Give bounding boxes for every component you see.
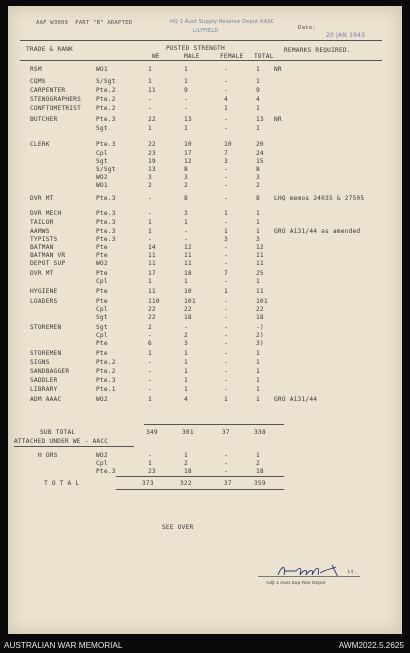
- total-cell: 8: [256, 195, 260, 202]
- we-cell: 22: [148, 141, 156, 148]
- total-female: 37: [224, 480, 232, 487]
- col-trade-rank: TRADE & RANK: [26, 46, 74, 53]
- total-cell: 3: [256, 236, 260, 243]
- attached-we-cell: -: [148, 452, 152, 459]
- female-cell: 3: [224, 236, 228, 243]
- signature-title: Adjt 1 Aust Sup Res Depot: [266, 580, 326, 585]
- total-cell: 4: [256, 96, 260, 103]
- male-cell: 4: [184, 396, 188, 403]
- female-cell: 3: [224, 158, 228, 165]
- col-remarks: REMARKS REQUIRED.: [284, 47, 351, 54]
- we-cell: -: [148, 195, 152, 202]
- female-cell: 4: [224, 96, 228, 103]
- total-cell: 1: [256, 125, 260, 132]
- attached-rule: [14, 446, 134, 447]
- male-cell: 1: [184, 377, 188, 384]
- subtotal-label: SUB TOTAL: [40, 429, 76, 436]
- we-cell: -: [148, 386, 152, 393]
- total-cell: 9: [256, 87, 260, 94]
- rank-cell: WO2: [96, 396, 108, 403]
- rank-cell: S/Sgt: [96, 166, 116, 173]
- attached-rank-cell: Cpl: [96, 460, 108, 467]
- rank-cell: Pte: [96, 270, 108, 277]
- trade-cell: CONFTOMETRIST: [30, 105, 82, 112]
- total-cell: 1: [256, 228, 260, 235]
- total-cell: 1: [256, 78, 260, 85]
- col-posted-strength: POSTED STRENGTH: [166, 45, 225, 52]
- rank-cell: WO1: [96, 182, 108, 189]
- trade-cell: ADM AAAC: [30, 396, 62, 403]
- rank-cell: Pte.3: [96, 141, 116, 148]
- female-cell: -: [224, 78, 228, 85]
- rank-cell: Pte.3: [96, 195, 116, 202]
- attached-we-cell: 23: [148, 468, 156, 475]
- subtotal-rule: [144, 424, 284, 425]
- we-cell: 22: [148, 314, 156, 321]
- male-cell: -: [184, 228, 188, 235]
- total-cell: 1: [256, 386, 260, 393]
- unit-location: LILYFIELD: [193, 28, 219, 34]
- total-cell: 20: [256, 141, 264, 148]
- total-total: 359: [254, 480, 266, 487]
- total-cell: 1: [256, 105, 260, 112]
- we-cell: -: [148, 332, 152, 339]
- male-cell: 1: [184, 359, 188, 366]
- rank-cell: Pte.3: [96, 377, 116, 384]
- rank-cell: Pte.2: [96, 359, 116, 366]
- attached-female-cell: -: [224, 460, 228, 467]
- male-cell: 11: [184, 252, 192, 259]
- male-cell: 1: [184, 386, 188, 393]
- male-cell: 3: [184, 210, 188, 217]
- trade-cell: STOREMEN: [30, 350, 62, 357]
- total-cell: 1: [256, 377, 260, 384]
- we-cell: 11: [148, 87, 156, 94]
- we-cell: 22: [148, 116, 156, 123]
- date-stamp: 20 JAN 1943: [326, 32, 366, 39]
- subtotal-female: 37: [222, 429, 230, 436]
- attached-male-cell: 1: [184, 452, 188, 459]
- trade-cell: SADDLER: [30, 377, 58, 384]
- female-cell: 1: [224, 288, 228, 295]
- remarks-cell: LHQ memos 24035 & 27505: [274, 195, 365, 202]
- footer-institution: AUSTRALIAN WAR MEMORIAL: [4, 641, 123, 650]
- unit-stamp: HQ 1 Aust Supply Reserve Depot AASC: [170, 19, 275, 25]
- total-cell: 1: [256, 210, 260, 217]
- male-cell: 9: [184, 87, 188, 94]
- total-cell: 1: [256, 396, 260, 403]
- total-cell: 2): [256, 332, 264, 339]
- rank-cell: Cpl: [96, 278, 108, 285]
- total-rule-bottom: [116, 489, 284, 490]
- we-cell: 13: [148, 166, 156, 173]
- remarks-cell: GRO A131/44: [274, 396, 318, 403]
- male-cell: 18: [184, 270, 192, 277]
- female-cell: 1: [224, 210, 228, 217]
- female-cell: -: [224, 278, 228, 285]
- rank-cell: Pte.3: [96, 210, 116, 217]
- we-cell: 11: [148, 288, 156, 295]
- total-cell: 1: [256, 350, 260, 357]
- we-cell: 19: [148, 158, 156, 165]
- rank-cell: Cpl: [96, 150, 108, 157]
- trade-cell: CQMS: [30, 78, 46, 85]
- total-label: T O T A L: [44, 480, 80, 487]
- we-cell: 1: [148, 396, 152, 403]
- rank-cell: Pte.3: [96, 236, 116, 243]
- rank-cell: Pte.2: [96, 105, 116, 112]
- rank-cell: Pte: [96, 350, 108, 357]
- we-cell: -: [148, 368, 152, 375]
- female-cell: 7: [224, 270, 228, 277]
- signature-suffix: Lt.: [348, 570, 357, 575]
- attached-male-cell: 2: [184, 460, 188, 467]
- rank-cell: WO1: [96, 66, 108, 73]
- female-cell: -: [224, 340, 228, 347]
- female-cell: -: [224, 306, 228, 313]
- trade-cell: LIBRARY: [30, 386, 58, 393]
- attached-total-cell: 2: [256, 460, 260, 467]
- trade-cell: DEPOT SUP: [30, 260, 66, 267]
- total-cell: -): [256, 324, 264, 331]
- attached-total-cell: 18: [256, 468, 264, 475]
- we-cell: 1: [148, 125, 152, 132]
- we-cell: 2: [148, 182, 152, 189]
- rank-cell: WO2: [96, 174, 108, 181]
- rank-cell: Pte.2: [96, 87, 116, 94]
- total-cell: 1: [256, 278, 260, 285]
- female-cell: -: [224, 260, 228, 267]
- we-cell: 22: [148, 306, 156, 313]
- rank-cell: Pte: [96, 288, 108, 295]
- female-cell: -: [224, 298, 228, 305]
- total-cell: 13: [256, 116, 264, 123]
- col-we: WE: [152, 53, 160, 60]
- we-cell: 1: [148, 350, 152, 357]
- header-rule: [20, 40, 382, 41]
- form-reference: AAF W3009 PART "B" ADAPTED: [36, 20, 133, 26]
- male-cell: 8: [184, 195, 188, 202]
- female-cell: 1: [224, 228, 228, 235]
- we-cell: 1: [148, 278, 152, 285]
- trade-cell: BATMAN VR: [30, 252, 66, 259]
- male-cell: 1: [184, 125, 188, 132]
- female-cell: -: [224, 359, 228, 366]
- rank-cell: Sgt: [96, 314, 108, 321]
- we-cell: 14: [148, 244, 156, 251]
- rank-cell: Pte: [96, 340, 108, 347]
- date-label: Date:: [298, 25, 316, 31]
- attached-female-cell: -: [224, 452, 228, 459]
- total-cell: 15: [256, 158, 264, 165]
- we-cell: 1: [148, 228, 152, 235]
- trade-cell: STENOGRAPHERS: [30, 96, 82, 103]
- total-cell: 25: [256, 270, 264, 277]
- female-cell: -: [224, 377, 228, 384]
- trade-cell: DVR MT: [30, 270, 54, 277]
- rank-cell: Sgt: [96, 125, 108, 132]
- total-cell: 1: [256, 368, 260, 375]
- trade-cell: DVR MECH: [30, 210, 62, 217]
- trade-cell: CLERK: [30, 141, 50, 148]
- we-cell: -: [148, 359, 152, 366]
- signature-line: [258, 576, 360, 577]
- female-cell: -: [224, 116, 228, 123]
- total-cell: 11: [256, 288, 264, 295]
- col-total: TOTAL: [254, 53, 274, 60]
- subtotal-total: 338: [254, 429, 266, 436]
- trade-cell: SIGNS: [30, 359, 50, 366]
- rank-cell: Cpl: [96, 332, 108, 339]
- female-cell: -: [224, 66, 228, 73]
- rank-cell: Cpl: [96, 306, 108, 313]
- total-cell: 8: [256, 166, 260, 173]
- we-cell: 3: [148, 174, 152, 181]
- remarks-cell: NR: [274, 66, 282, 73]
- female-cell: -: [224, 125, 228, 132]
- total-cell: 11: [256, 252, 264, 259]
- male-cell: 2: [184, 182, 188, 189]
- trade-cell: DVR MT: [30, 195, 54, 202]
- we-cell: -: [148, 105, 152, 112]
- trade-cell: BATMAN: [30, 244, 54, 251]
- male-cell: 13: [184, 116, 192, 123]
- male-cell: 101: [184, 298, 196, 305]
- we-cell: -: [148, 377, 152, 384]
- rank-cell: Sgt: [96, 158, 108, 165]
- total-cell: 24: [256, 150, 264, 157]
- female-cell: -: [224, 332, 228, 339]
- rank-cell: Pte.2: [96, 368, 116, 375]
- female-cell: 7: [224, 150, 228, 157]
- male-cell: 2: [184, 332, 188, 339]
- subtotal-male: 301: [182, 429, 194, 436]
- trade-cell: CARPENTER: [30, 87, 66, 94]
- attached-male-cell: 18: [184, 468, 192, 475]
- document-page: [8, 6, 402, 634]
- attached-total-cell: 1: [256, 452, 260, 459]
- subtotal-we: 349: [146, 429, 158, 436]
- trade-cell: BUTCHER: [30, 116, 58, 123]
- rank-cell: Sgt: [96, 324, 108, 331]
- attached-female-cell: -: [224, 468, 228, 475]
- male-cell: 8: [184, 166, 188, 173]
- total-cell: 1: [256, 66, 260, 73]
- female-cell: -: [224, 182, 228, 189]
- attached-rank-cell: Pte.3: [96, 468, 116, 475]
- rank-cell: Pte: [96, 244, 108, 251]
- col-male: MALE: [184, 53, 200, 60]
- total-cell: 22: [256, 306, 264, 313]
- total-cell: 3: [256, 174, 260, 181]
- rank-cell: Pte.2: [96, 96, 116, 103]
- male-cell: 1: [184, 350, 188, 357]
- trade-cell: STOREMEN: [30, 324, 62, 331]
- rank-cell: Pte: [96, 252, 108, 259]
- we-cell: 2: [148, 324, 152, 331]
- male-cell: 12: [184, 158, 192, 165]
- rank-cell: S/Sgt: [96, 78, 116, 85]
- female-cell: 1: [224, 396, 228, 403]
- male-cell: 3: [184, 340, 188, 347]
- we-cell: 17: [148, 270, 156, 277]
- rank-cell: Pte: [96, 298, 108, 305]
- see-over-note: SEE OVER: [162, 524, 194, 531]
- total-male: 322: [180, 480, 192, 487]
- archive-footer: [0, 638, 410, 653]
- trade-cell: AAMWS: [30, 228, 50, 235]
- trade-cell: HYGIENE: [30, 288, 58, 295]
- male-cell: 22: [184, 306, 192, 313]
- male-cell: -: [184, 324, 188, 331]
- male-cell: 18: [184, 314, 192, 321]
- trade-cell: RSM: [30, 66, 42, 73]
- male-cell: 1: [184, 368, 188, 375]
- male-cell: 17: [184, 150, 192, 157]
- rank-cell: Pte.3: [96, 228, 116, 235]
- attached-trade-cell: H ORS: [38, 452, 58, 459]
- we-cell: -: [148, 96, 152, 103]
- total-cell: 12: [256, 244, 264, 251]
- total-rule-top: [116, 476, 284, 477]
- total-cell: 101: [256, 298, 268, 305]
- total-cell: 1: [256, 219, 260, 226]
- female-cell: -: [224, 314, 228, 321]
- female-cell: -: [224, 166, 228, 173]
- female-cell: -: [224, 219, 228, 226]
- male-cell: 1: [184, 78, 188, 85]
- trade-cell: SANDBAGGER: [30, 368, 70, 375]
- female-cell: 10: [224, 141, 232, 148]
- male-cell: -: [184, 105, 188, 112]
- attached-title: ATTACHED UNDER WE - AACC: [14, 438, 109, 445]
- female-cell: -: [224, 244, 228, 251]
- we-cell: 110: [148, 298, 160, 305]
- male-cell: 10: [184, 141, 192, 148]
- we-cell: 1: [148, 66, 152, 73]
- male-cell: -: [184, 236, 188, 243]
- we-cell: 11: [148, 260, 156, 267]
- rank-cell: Pte.3: [96, 219, 116, 226]
- male-cell: 1: [184, 219, 188, 226]
- female-cell: -: [224, 87, 228, 94]
- we-cell: 6: [148, 340, 152, 347]
- footer-accession: AWM2022.5.2625: [338, 641, 404, 650]
- remarks-cell: NR: [274, 116, 282, 123]
- we-cell: 1: [148, 219, 152, 226]
- female-cell: -: [224, 174, 228, 181]
- remarks-cell: GRO A131/44 as amended: [274, 228, 361, 235]
- trade-cell: TAILOR: [30, 219, 54, 226]
- female-cell: -: [224, 195, 228, 202]
- we-cell: -: [148, 236, 152, 243]
- column-rule: [20, 60, 382, 61]
- female-cell: 1: [224, 105, 228, 112]
- female-cell: -: [224, 350, 228, 357]
- male-cell: -: [184, 96, 188, 103]
- total-we: 373: [142, 480, 154, 487]
- we-cell: 11: [148, 252, 156, 259]
- rank-cell: Pte.3: [96, 116, 116, 123]
- male-cell: 1: [184, 66, 188, 73]
- we-cell: 1: [148, 78, 152, 85]
- total-cell: 2: [256, 182, 260, 189]
- col-female: FEMALE: [220, 53, 244, 60]
- trade-cell: TYPISTS: [30, 236, 58, 243]
- female-cell: -: [224, 386, 228, 393]
- total-cell: 1: [256, 359, 260, 366]
- attached-rank-cell: WO2: [96, 452, 108, 459]
- male-cell: 3: [184, 174, 188, 181]
- male-cell: 10: [184, 288, 192, 295]
- rank-cell: Pte.1: [96, 386, 116, 393]
- male-cell: 12: [184, 244, 192, 251]
- trade-cell: LOADERS: [30, 298, 58, 305]
- male-cell: 1: [184, 278, 188, 285]
- we-cell: -: [148, 210, 152, 217]
- total-cell: 18: [256, 314, 264, 321]
- rank-cell: WO2: [96, 260, 108, 267]
- female-cell: -: [224, 324, 228, 331]
- we-cell: 23: [148, 150, 156, 157]
- female-cell: -: [224, 252, 228, 259]
- total-cell: 3): [256, 340, 264, 347]
- female-cell: -: [224, 368, 228, 375]
- attached-we-cell: 1: [148, 460, 152, 467]
- male-cell: 11: [184, 260, 192, 267]
- total-cell: 11: [256, 260, 264, 267]
